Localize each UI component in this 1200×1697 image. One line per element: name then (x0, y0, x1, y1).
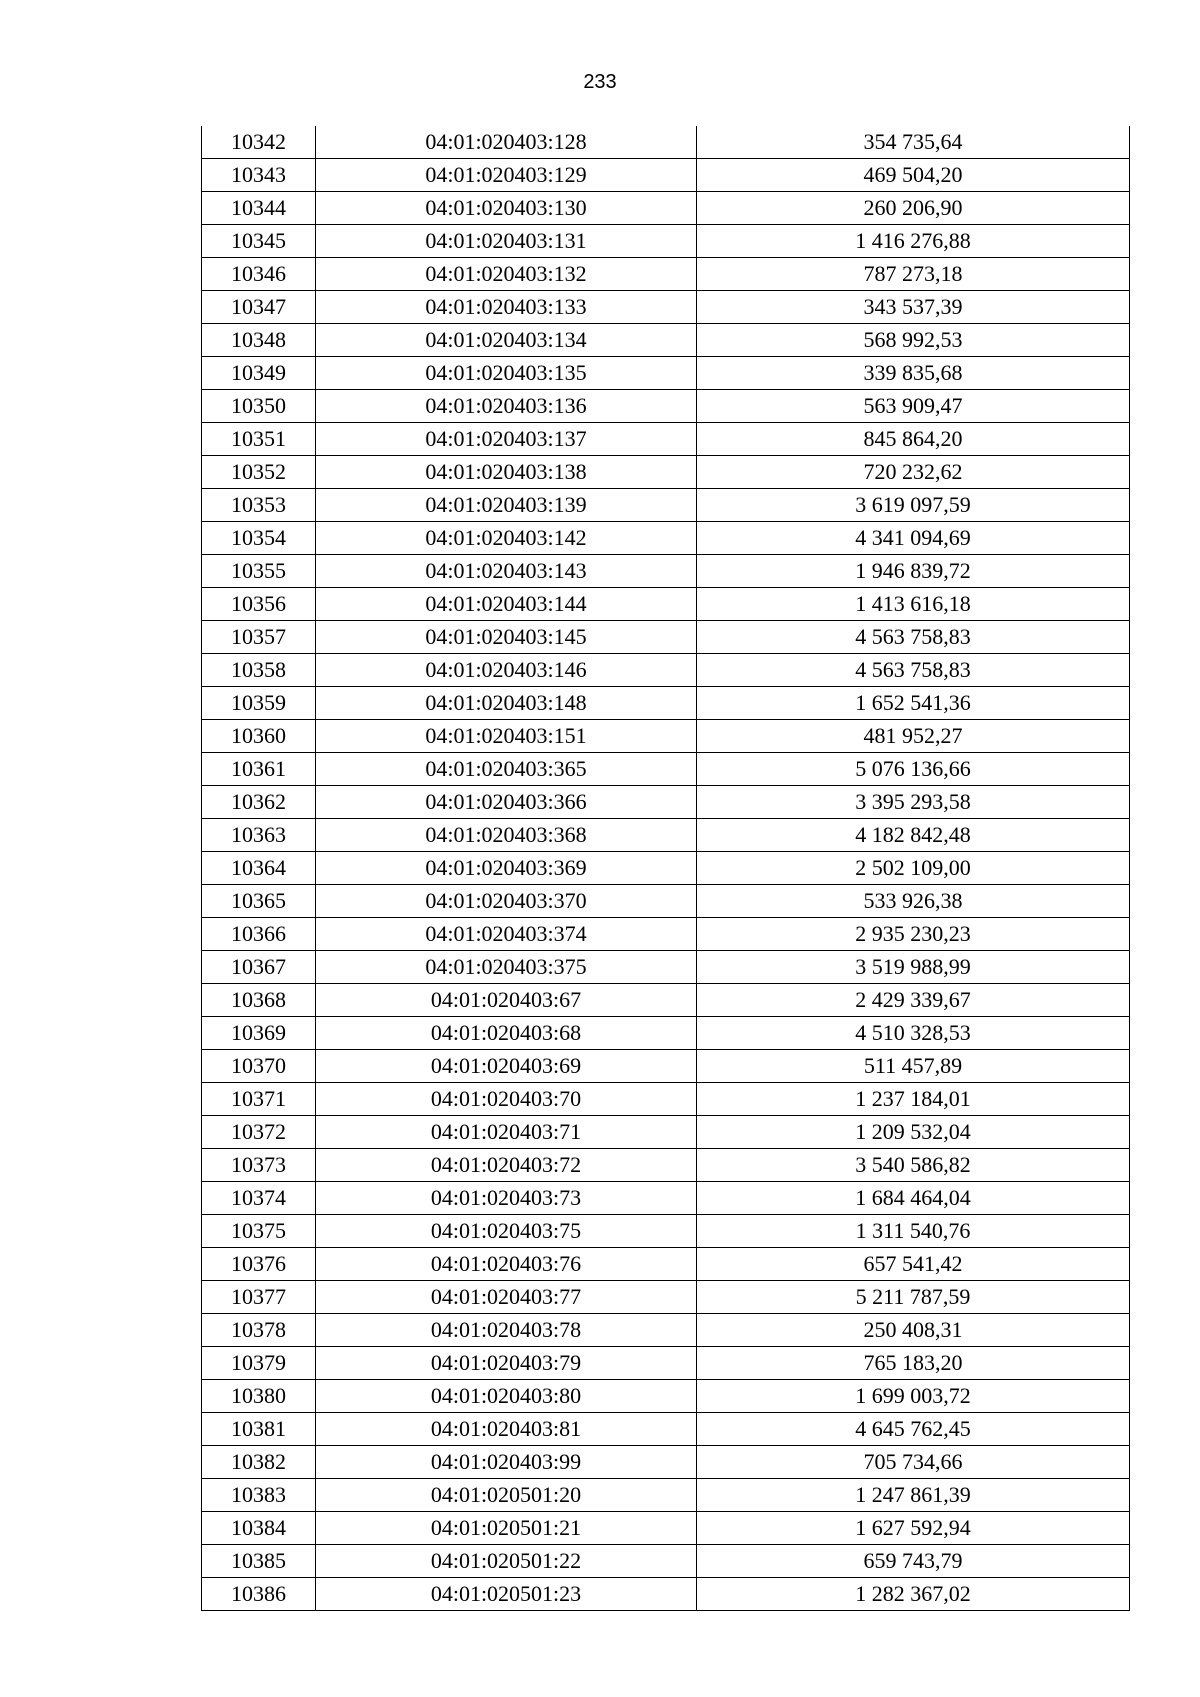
row-number-cell: 10370 (202, 1050, 316, 1083)
cadastral-number-cell: 04:01:020403:366 (316, 786, 697, 819)
cadastral-number-cell: 04:01:020403:139 (316, 489, 697, 522)
table-row (202, 819, 1130, 852)
row-number-cell: 10347 (202, 291, 316, 324)
cadastral-value-cell: 481 952,27 (697, 720, 1130, 753)
table-row (202, 753, 1130, 786)
cadastral-number-cell: 04:01:020403:81 (316, 1413, 697, 1446)
cadastral-value-cell: 343 537,39 (697, 291, 1130, 324)
cadastral-number-cell: 04:01:020403:132 (316, 258, 697, 291)
table-row (202, 456, 1130, 489)
cadastral-value-cell: 1 684 464,04 (697, 1182, 1130, 1215)
row-number-cell: 10374 (202, 1182, 316, 1215)
row-number-cell: 10352 (202, 456, 316, 489)
table-row (202, 1545, 1130, 1578)
cadastral-value-cell: 3 519 988,99 (697, 951, 1130, 984)
row-number-cell: 10361 (202, 753, 316, 786)
cadastral-value-cell: 469 504,20 (697, 159, 1130, 192)
table-row (202, 555, 1130, 588)
cadastral-value-cell: 4 510 328,53 (697, 1017, 1130, 1050)
row-number-cell: 10349 (202, 357, 316, 390)
row-number-cell: 10353 (202, 489, 316, 522)
cadastral-value-cell: 4 182 842,48 (697, 819, 1130, 852)
cadastral-number-cell: 04:01:020403:76 (316, 1248, 697, 1281)
cadastral-number-cell: 04:01:020403:145 (316, 621, 697, 654)
cadastral-number-cell: 04:01:020403:78 (316, 1314, 697, 1347)
cadastral-value-cell: 4 341 094,69 (697, 522, 1130, 555)
cadastral-number-cell: 04:01:020501:22 (316, 1545, 697, 1578)
cadastral-value-cell: 563 909,47 (697, 390, 1130, 423)
table-row (202, 1248, 1130, 1281)
cadastral-number-cell: 04:01:020403:133 (316, 291, 697, 324)
row-number-cell: 10350 (202, 390, 316, 423)
row-number-cell: 10359 (202, 687, 316, 720)
cadastral-number-cell: 04:01:020403:148 (316, 687, 697, 720)
table-row (202, 324, 1130, 357)
cadastral-value-cell: 4 563 758,83 (697, 621, 1130, 654)
cadastral-number-cell: 04:01:020403:144 (316, 588, 697, 621)
table-row (202, 1215, 1130, 1248)
table-row (202, 654, 1130, 687)
row-number-cell: 10344 (202, 192, 316, 225)
cadastral-value-cell: 339 835,68 (697, 357, 1130, 390)
cadastral-number-cell: 04:01:020403:146 (316, 654, 697, 687)
row-number-cell: 10384 (202, 1512, 316, 1545)
row-number-cell: 10383 (202, 1479, 316, 1512)
cadastral-value-cell: 568 992,53 (697, 324, 1130, 357)
cadastral-value-cell: 3 540 586,82 (697, 1149, 1130, 1182)
cadastral-value-cell: 1 282 367,02 (697, 1578, 1130, 1611)
table-row (202, 1281, 1130, 1314)
row-number-cell: 10385 (202, 1545, 316, 1578)
table-row (202, 588, 1130, 621)
row-number-cell: 10351 (202, 423, 316, 456)
cadastral-value-cell: 1 247 861,39 (697, 1479, 1130, 1512)
cadastral-value-cell: 250 408,31 (697, 1314, 1130, 1347)
cadastral-number-cell: 04:01:020403:365 (316, 753, 697, 786)
cadastral-number-cell: 04:01:020403:75 (316, 1215, 697, 1248)
row-number-cell: 10372 (202, 1116, 316, 1149)
table-row (202, 1512, 1130, 1545)
cadastral-number-cell: 04:01:020403:142 (316, 522, 697, 555)
cadastral-number-cell: 04:01:020403:137 (316, 423, 697, 456)
cadastral-number-cell: 04:01:020501:23 (316, 1578, 697, 1611)
cadastral-number-cell: 04:01:020403:99 (316, 1446, 697, 1479)
cadastral-number-cell: 04:01:020403:71 (316, 1116, 697, 1149)
cadastral-number-cell: 04:01:020403:130 (316, 192, 697, 225)
row-number-cell: 10371 (202, 1083, 316, 1116)
table-row (202, 225, 1130, 258)
row-number-cell: 10348 (202, 324, 316, 357)
cadastral-number-cell: 04:01:020403:138 (316, 456, 697, 489)
row-number-cell: 10363 (202, 819, 316, 852)
cadastral-value-cell: 765 183,20 (697, 1347, 1130, 1380)
cadastral-value-cell: 2 429 339,67 (697, 984, 1130, 1017)
cadastral-value-cell: 659 743,79 (697, 1545, 1130, 1578)
cadastral-number-cell: 04:01:020403:135 (316, 357, 697, 390)
cadastral-number-cell: 04:01:020403:375 (316, 951, 697, 984)
row-number-cell: 10362 (202, 786, 316, 819)
row-number-cell: 10360 (202, 720, 316, 753)
cadastral-number-cell: 04:01:020403:129 (316, 159, 697, 192)
cadastral-value-cell: 3 619 097,59 (697, 489, 1130, 522)
cadastral-value-cell: 3 395 293,58 (697, 786, 1130, 819)
table-row (202, 1083, 1130, 1116)
cadastral-value-cell: 1 699 003,72 (697, 1380, 1130, 1413)
cadastral-value-cell: 657 541,42 (697, 1248, 1130, 1281)
cadastral-number-cell: 04:01:020403:70 (316, 1083, 697, 1116)
cadastral-number-cell: 04:01:020403:79 (316, 1347, 697, 1380)
table-row (202, 687, 1130, 720)
cadastral-value-cell: 4 645 762,45 (697, 1413, 1130, 1446)
cadastral-value-cell: 705 734,66 (697, 1446, 1130, 1479)
table-row (202, 1413, 1130, 1446)
cadastral-number-cell: 04:01:020403:143 (316, 555, 697, 588)
row-number-cell: 10342 (202, 126, 316, 159)
cadastral-value-cell: 260 206,90 (697, 192, 1130, 225)
cadastral-value-cell: 2 502 109,00 (697, 852, 1130, 885)
table-row (202, 984, 1130, 1017)
table-body (202, 126, 1130, 1611)
cadastral-value-cell: 1 209 532,04 (697, 1116, 1130, 1149)
cadastral-value-cell: 1 652 541,36 (697, 687, 1130, 720)
row-number-cell: 10379 (202, 1347, 316, 1380)
cadastral-number-cell: 04:01:020403:80 (316, 1380, 697, 1413)
row-number-cell: 10380 (202, 1380, 316, 1413)
cadastral-value-cell: 533 926,38 (697, 885, 1130, 918)
row-number-cell: 10358 (202, 654, 316, 687)
cadastral-number-cell: 04:01:020501:21 (316, 1512, 697, 1545)
row-number-cell: 10357 (202, 621, 316, 654)
table-row (202, 1446, 1130, 1479)
table-row (202, 1116, 1130, 1149)
row-number-cell: 10354 (202, 522, 316, 555)
table-row (202, 423, 1130, 456)
table-row (202, 1347, 1130, 1380)
cadastral-value-cell: 1 311 540,76 (697, 1215, 1130, 1248)
cadastral-value-cell: 1 237 184,01 (697, 1083, 1130, 1116)
table-row (202, 390, 1130, 423)
cadastral-number-cell: 04:01:020403:151 (316, 720, 697, 753)
table-row (202, 786, 1130, 819)
table-row (202, 852, 1130, 885)
table-row (202, 1017, 1130, 1050)
table-row (202, 522, 1130, 555)
table-row (202, 1149, 1130, 1182)
row-number-cell: 10373 (202, 1149, 316, 1182)
row-number-cell: 10376 (202, 1248, 316, 1281)
table-row (202, 951, 1130, 984)
table-row (202, 1050, 1130, 1083)
cadastral-value-cell: 787 273,18 (697, 258, 1130, 291)
row-number-cell: 10364 (202, 852, 316, 885)
table-row (202, 1314, 1130, 1347)
cadastral-number-cell: 04:01:020403:68 (316, 1017, 697, 1050)
cadastral-number-cell: 04:01:020403:370 (316, 885, 697, 918)
cadastral-value-cell: 2 935 230,23 (697, 918, 1130, 951)
cadastral-value-cell: 1 413 616,18 (697, 588, 1130, 621)
row-number-cell: 10368 (202, 984, 316, 1017)
cadastral-value-cell: 1 627 592,94 (697, 1512, 1130, 1545)
cadastral-number-cell: 04:01:020403:77 (316, 1281, 697, 1314)
cadastral-value-table (201, 126, 1130, 1611)
table-row (202, 1182, 1130, 1215)
row-number-cell: 10365 (202, 885, 316, 918)
row-number-cell: 10355 (202, 555, 316, 588)
cadastral-number-cell: 04:01:020403:73 (316, 1182, 697, 1215)
cadastral-value-cell: 720 232,62 (697, 456, 1130, 489)
cadastral-value-cell: 4 563 758,83 (697, 654, 1130, 687)
table-row (202, 489, 1130, 522)
cadastral-value-cell: 5 076 136,66 (697, 753, 1130, 786)
table-row (202, 918, 1130, 951)
cadastral-number-cell: 04:01:020403:374 (316, 918, 697, 951)
table-row (202, 291, 1130, 324)
table-row (202, 1578, 1130, 1611)
table-row (202, 885, 1130, 918)
table-row (202, 621, 1130, 654)
row-number-cell: 10369 (202, 1017, 316, 1050)
cadastral-value-cell: 5 211 787,59 (697, 1281, 1130, 1314)
row-number-cell: 10366 (202, 918, 316, 951)
cadastral-number-cell: 04:01:020403:67 (316, 984, 697, 1017)
table-row (202, 357, 1130, 390)
row-number-cell: 10375 (202, 1215, 316, 1248)
table-row (202, 258, 1130, 291)
cadastral-value-cell: 354 735,64 (697, 126, 1130, 159)
row-number-cell: 10343 (202, 159, 316, 192)
table-row (202, 1380, 1130, 1413)
cadastral-number-cell: 04:01:020403:369 (316, 852, 697, 885)
row-number-cell: 10378 (202, 1314, 316, 1347)
cadastral-number-cell: 04:01:020403:368 (316, 819, 697, 852)
row-number-cell: 10386 (202, 1578, 316, 1611)
cadastral-value-cell: 1 946 839,72 (697, 555, 1130, 588)
row-number-cell: 10346 (202, 258, 316, 291)
table-row (202, 126, 1130, 159)
row-number-cell: 10381 (202, 1413, 316, 1446)
cadastral-value-cell: 511 457,89 (697, 1050, 1130, 1083)
table-row (202, 720, 1130, 753)
row-number-cell: 10345 (202, 225, 316, 258)
table-row (202, 159, 1130, 192)
row-number-cell: 10377 (202, 1281, 316, 1314)
cadastral-number-cell: 04:01:020403:131 (316, 225, 697, 258)
row-number-cell: 10367 (202, 951, 316, 984)
row-number-cell: 10356 (202, 588, 316, 621)
table-row (202, 192, 1130, 225)
cadastral-number-cell: 04:01:020403:128 (316, 126, 697, 159)
row-number-cell: 10382 (202, 1446, 316, 1479)
cadastral-number-cell: 04:01:020403:136 (316, 390, 697, 423)
cadastral-number-cell: 04:01:020403:134 (316, 324, 697, 357)
table-row (202, 1479, 1130, 1512)
cadastral-value-cell: 845 864,20 (697, 423, 1130, 456)
cadastral-value-cell: 1 416 276,88 (697, 225, 1130, 258)
page-number: 233 (583, 71, 617, 93)
cadastral-number-cell: 04:01:020501:20 (316, 1479, 697, 1512)
cadastral-number-cell: 04:01:020403:69 (316, 1050, 697, 1083)
cadastral-number-cell: 04:01:020403:72 (316, 1149, 697, 1182)
